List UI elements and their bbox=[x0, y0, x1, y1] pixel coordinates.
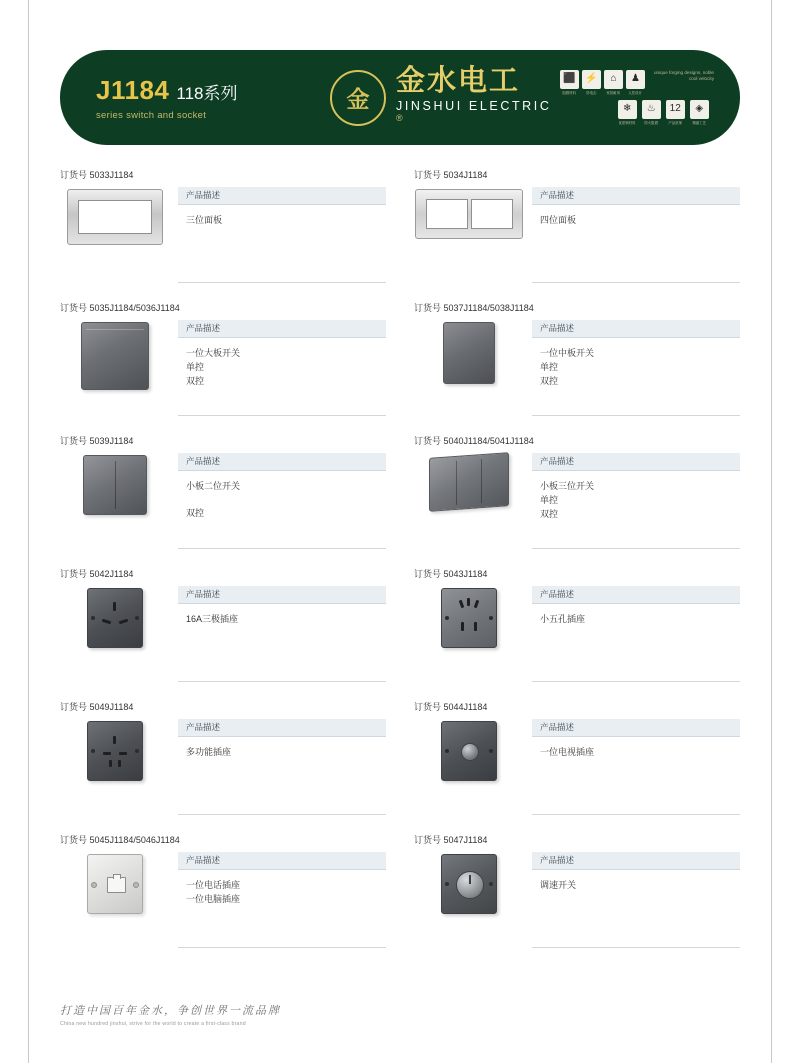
description-line: 一位大板开关 bbox=[186, 348, 241, 358]
product-cell-5034J1184 bbox=[414, 168, 740, 301]
description-header: 产品描述 bbox=[178, 187, 386, 205]
description-line: 一位电话插座 bbox=[186, 880, 241, 890]
badge-fireproof bbox=[641, 100, 662, 126]
order-number: 订货号 5039J1184 bbox=[60, 436, 134, 446]
product-cell-5047J1184 bbox=[414, 833, 740, 966]
badge-warranty bbox=[665, 100, 686, 126]
product-cell-5039J1184 bbox=[60, 434, 386, 567]
description-line: 调速开关 bbox=[540, 880, 577, 890]
page-edge-rule-left bbox=[28, 0, 29, 1063]
brand-name-cn-text: 金水电工 bbox=[396, 64, 521, 97]
page-footer bbox=[60, 1002, 740, 1027]
copper-icon: ❄ bbox=[618, 100, 637, 119]
description-text bbox=[532, 870, 740, 893]
order-number: 订货号 5034J1184 bbox=[414, 170, 488, 180]
product-row bbox=[60, 567, 740, 700]
brand-name-en bbox=[396, 99, 560, 129]
badge-caption: 优质铜材料 bbox=[618, 120, 636, 125]
cell-divider bbox=[532, 814, 740, 815]
description-line: 双控 bbox=[540, 508, 559, 519]
cell-divider bbox=[178, 947, 386, 948]
order-number: 订货号 5043J1184 bbox=[414, 569, 488, 579]
description-text bbox=[532, 205, 740, 228]
description-text bbox=[178, 471, 386, 521]
product-image-panel-4-gang bbox=[414, 187, 524, 267]
badge-shock-proof bbox=[582, 70, 601, 96]
registered-trademark-icon: ® bbox=[396, 113, 406, 124]
fire-icon: ♨ bbox=[642, 100, 661, 119]
product-row bbox=[60, 168, 740, 301]
order-number: 订货号 5047J1184 bbox=[414, 835, 488, 845]
description-line: 四位面板 bbox=[540, 215, 577, 225]
order-number: 订货号 5049J1184 bbox=[60, 702, 134, 712]
badge-human-design bbox=[626, 70, 645, 96]
banner-title-block bbox=[60, 75, 330, 121]
badge-home-durable bbox=[604, 70, 623, 96]
badge-flame-retardant bbox=[560, 70, 579, 96]
badge-caption: 阻燃材料 bbox=[562, 90, 577, 95]
product-image-socket-5-hole-small bbox=[414, 586, 524, 666]
product-row bbox=[60, 833, 740, 966]
series-code: J1184 bbox=[96, 74, 170, 105]
warranty-12-icon: 12 bbox=[666, 100, 685, 119]
product-image-switch-3-gang-small bbox=[414, 453, 524, 533]
description-header: 产品描述 bbox=[532, 453, 740, 471]
description-line-spacer bbox=[186, 494, 378, 507]
rj-jack-icon bbox=[107, 877, 126, 893]
product-cell-5044J1184 bbox=[414, 700, 740, 833]
cell-divider bbox=[532, 282, 740, 283]
product-row bbox=[60, 434, 740, 567]
footer-slogan-cn: 打造中国百年金水，争创世界一流品牌 bbox=[60, 1005, 281, 1017]
badge-caption: 防电击 bbox=[586, 90, 597, 95]
description-line: 单控 bbox=[540, 494, 559, 505]
brand-name-cn bbox=[396, 66, 560, 96]
product-image-panel-3-gang bbox=[60, 187, 170, 267]
product-cell-5040J1184 bbox=[414, 434, 740, 567]
description-line: 一位电视插座 bbox=[540, 747, 595, 757]
order-number: 订货号 5035J1184/5036J1184 bbox=[60, 303, 180, 313]
cell-divider bbox=[532, 548, 740, 549]
description-line: 小板三位开关 bbox=[540, 481, 595, 491]
description-line: 单控 bbox=[540, 361, 559, 372]
description-text bbox=[178, 737, 386, 760]
product-cell-5043J1184 bbox=[414, 567, 740, 700]
description-header: 产品描述 bbox=[532, 320, 740, 338]
product-cell-5037J1184 bbox=[414, 301, 740, 434]
brand-name-en-text: JINSHUI ELECTRIC bbox=[396, 99, 552, 114]
badge-copper-material bbox=[617, 100, 638, 126]
description-line: 单控 bbox=[186, 361, 205, 372]
product-grid bbox=[60, 168, 740, 966]
product-image-dimmer-switch bbox=[414, 852, 524, 932]
badge-caption: 人性设计 bbox=[628, 90, 643, 95]
cell-divider bbox=[532, 947, 740, 948]
description-text bbox=[178, 338, 386, 389]
dimmer-knob-icon bbox=[456, 871, 484, 899]
product-cell-5033J1184 bbox=[60, 168, 386, 301]
badge-caption: 产品质保 bbox=[668, 120, 683, 125]
description-line: 双控 bbox=[540, 375, 559, 386]
flame-retardant-icon: ⬛ bbox=[560, 70, 579, 89]
description-header: 产品描述 bbox=[532, 187, 740, 205]
product-cell-5049J1184 bbox=[60, 700, 386, 833]
product-image-socket-multifunction bbox=[60, 719, 170, 799]
order-number: 订货号 5045J1184/5046J1184 bbox=[60, 835, 180, 845]
diamond-icon: ◈ bbox=[690, 100, 709, 119]
description-text bbox=[178, 604, 386, 627]
banner-badges bbox=[560, 70, 740, 126]
description-line: 双控 bbox=[186, 375, 205, 386]
description-header: 产品描述 bbox=[178, 453, 386, 471]
cell-divider bbox=[532, 415, 740, 416]
badge-row-bottom bbox=[617, 100, 714, 126]
footer-slogan-en: China new hundred jinshui, strive for the world to create a first-class brand bbox=[60, 1021, 246, 1027]
cell-divider bbox=[178, 282, 386, 283]
description-line: 双控 bbox=[186, 507, 205, 518]
jinshui-logo-icon: 金 bbox=[330, 70, 386, 126]
product-image-socket-tv-1-gang bbox=[414, 719, 524, 799]
description-line: 一位中板开关 bbox=[540, 348, 595, 358]
cell-divider bbox=[178, 415, 386, 416]
product-image-socket-phone-computer bbox=[60, 852, 170, 932]
cell-divider bbox=[178, 548, 386, 549]
description-text bbox=[178, 205, 386, 228]
description-text bbox=[178, 870, 386, 907]
person-icon: ♟ bbox=[626, 70, 645, 89]
badge-caption: 精湛工艺 bbox=[692, 120, 707, 125]
description-text bbox=[532, 338, 740, 389]
page-edge-rule-right bbox=[771, 0, 772, 1063]
description-header: 产品描述 bbox=[532, 586, 740, 604]
product-row bbox=[60, 700, 740, 833]
order-number: 订货号 5033J1184 bbox=[60, 170, 134, 180]
description-text bbox=[532, 471, 740, 522]
product-row bbox=[60, 301, 740, 434]
series-subtitle: series switch and socket bbox=[96, 109, 207, 121]
tv-coax-connector-icon bbox=[461, 743, 479, 761]
product-cell-5045J1184 bbox=[60, 833, 386, 966]
banner-tagline: unique forging designs, noble cool velocity bbox=[653, 69, 714, 82]
description-line: 小五孔插座 bbox=[540, 614, 586, 624]
description-text bbox=[532, 604, 740, 627]
product-image-switch-1-gang-medium bbox=[414, 320, 524, 400]
badge-craftsmanship bbox=[689, 100, 710, 126]
product-cell-5042J1184 bbox=[60, 567, 386, 700]
description-line: 多功能插座 bbox=[186, 747, 232, 757]
brand-block bbox=[330, 66, 560, 130]
description-header: 产品描述 bbox=[178, 852, 386, 870]
product-image-socket-16a-3pole bbox=[60, 586, 170, 666]
description-line: 三位面板 bbox=[186, 215, 223, 225]
description-header: 产品描述 bbox=[178, 320, 386, 338]
description-header: 产品描述 bbox=[178, 586, 386, 604]
description-text bbox=[532, 737, 740, 760]
badge-row-top bbox=[560, 70, 714, 96]
shock-proof-icon: ⚡ bbox=[582, 70, 601, 89]
order-number: 订货号 5042J1184 bbox=[60, 569, 134, 579]
cell-divider bbox=[178, 681, 386, 682]
product-image-switch-2-gang-small bbox=[60, 453, 170, 533]
badge-caption: 家居耐用 bbox=[606, 90, 621, 95]
order-number: 订货号 5040J1184/5041J1184 bbox=[414, 436, 534, 446]
header-banner bbox=[60, 50, 740, 145]
order-number: 订货号 5044J1184 bbox=[414, 702, 488, 712]
description-line: 小板二位开关 bbox=[186, 481, 241, 491]
description-line: 一位电脑插座 bbox=[186, 893, 241, 904]
description-line: 16A三极插座 bbox=[186, 614, 239, 624]
badge-caption: 防火阻燃 bbox=[644, 120, 659, 125]
order-number: 订货号 5037J1184/5038J1184 bbox=[414, 303, 534, 313]
product-cell-5035J1184 bbox=[60, 301, 386, 434]
home-icon: ⌂ bbox=[604, 70, 623, 89]
description-header: 产品描述 bbox=[532, 852, 740, 870]
cell-divider bbox=[532, 681, 740, 682]
series-name: 118系列 bbox=[176, 83, 238, 103]
description-header: 产品描述 bbox=[532, 719, 740, 737]
product-image-switch-1-gang-large bbox=[60, 320, 170, 400]
cell-divider bbox=[178, 814, 386, 815]
description-header: 产品描述 bbox=[178, 719, 386, 737]
